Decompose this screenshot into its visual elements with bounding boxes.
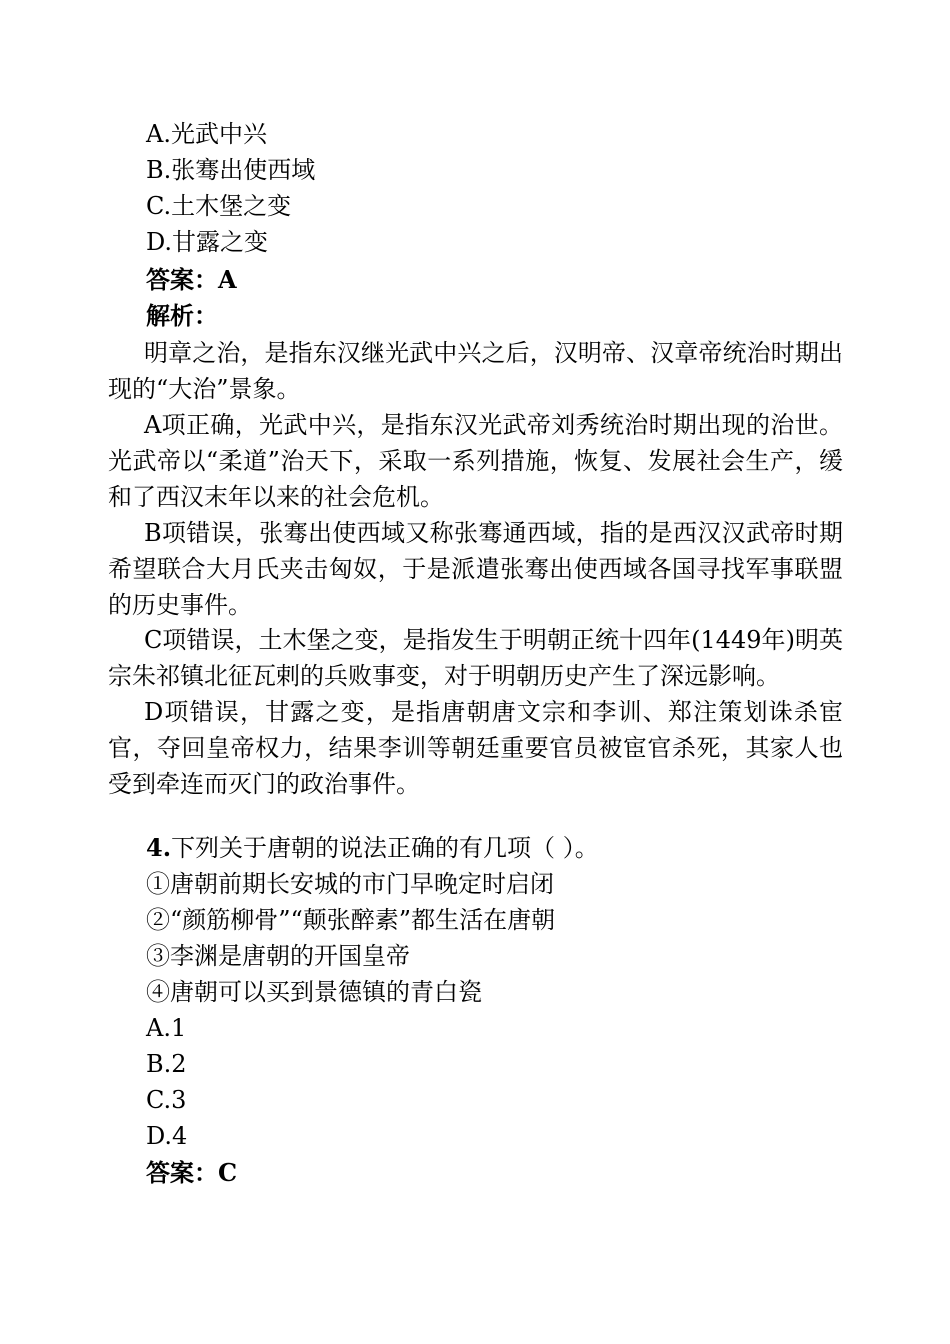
q3-answer-label: 答案：: [146, 265, 218, 294]
q3-analysis-paragraph-3: B项错误，张骞出使西域又称张骞通西域，指的是西汉汉武帝时期希望联合大月氏夹击匈奴，于是派遣张骞出使西域各国寻找军事联盟的历史事件。: [108, 519, 843, 619]
q3-option-b: B.张骞出使西域: [146, 156, 316, 184]
q4-statement-2: ②“颜筋柳骨”“颠张醉素”都生活在唐朝: [146, 906, 556, 934]
q3-option-c: C.土木堡之变: [146, 192, 292, 220]
q4-answer-value: C: [218, 1158, 238, 1187]
q3-analysis-paragraph-1: 明章之治，是指东汉继光武中兴之后，汉明帝、汉章帝统治时期出现的“大治”景象。: [108, 339, 843, 403]
q3-option-d: D.甘露之变: [146, 228, 269, 256]
q3-analysis-paragraph-2: A项正确，光武中兴，是指东汉光武帝刘秀统治时期出现的治世。光武帝以“柔道”治天下，采取一系列措施，恢复、发展社会生产，缓和了西汉末年以来的社会危机。: [108, 411, 843, 511]
q4-option-a: A.1: [146, 1014, 187, 1042]
q4-option-d: D.4: [146, 1122, 188, 1150]
q3-analysis-paragraph-4: C项错误，土木堡之变，是指发生于明朝正统十四年(1449年)明英宗朱祁镇北征瓦剌的兵败事变，对于明朝历史产生了深远影响。: [108, 626, 843, 690]
q4-stem-text: 下列关于唐朝的说法正确的有几项（ ）。: [171, 834, 599, 862]
q4-statement-1: ①唐朝前期长安城的市门早晚定时启闭: [146, 870, 554, 898]
q4-statement-4: ④唐朝可以买到景德镇的青白瓷: [146, 978, 482, 1006]
q3-answer-value: A: [218, 265, 237, 294]
q4-answer-label: 答案：: [146, 1158, 218, 1187]
q4-statement-3: ③李渊是唐朝的开国皇帝: [146, 942, 410, 970]
q4-option-b: B.2: [146, 1050, 187, 1078]
q4-number: 4.: [146, 833, 172, 862]
q3-option-a: A.光武中兴: [146, 120, 267, 148]
q3-answer: [146, 262, 237, 298]
q4-option-c: C.3: [146, 1086, 187, 1114]
q3-analysis-paragraph-5: D项错误，甘露之变，是指唐朝唐文宗和李训、郑注策划诛杀宦官，夺回皇帝权力，结果李训等朝廷重要官员被宦官杀死，其家人也受到牵连而灭门的政治事件。: [108, 698, 843, 798]
q4-answer: [146, 1155, 237, 1191]
q3-analysis-label: 解析：: [146, 301, 218, 330]
q4-stem: [146, 830, 599, 866]
